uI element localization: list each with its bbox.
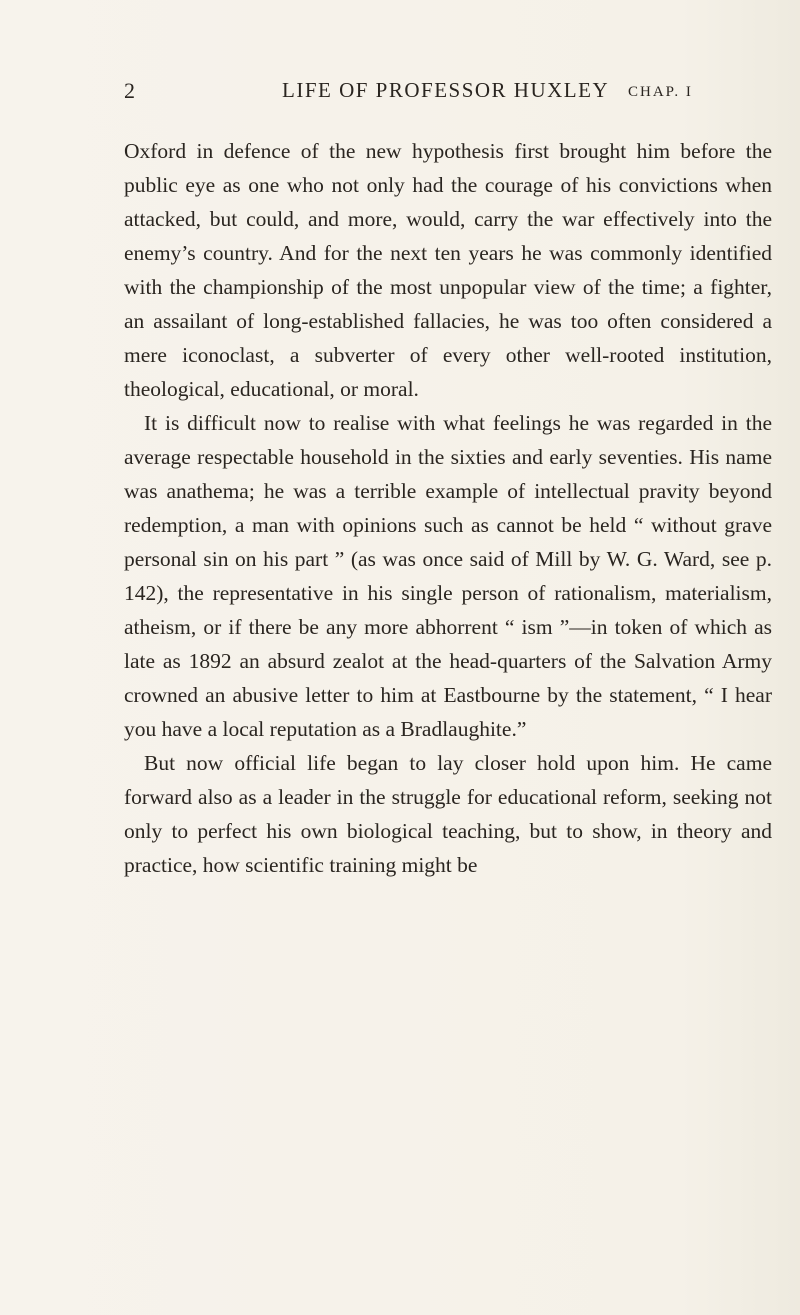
body-text <box>124 134 772 882</box>
page-header <box>0 78 800 108</box>
paragraph-2: It is difficult now to realise with what feelings he was regarded in the average respectable household in the sixties and early seventies. His name was anathema; he was a terrible example of intellectual pravity beyond redemption, a man with opinions such as cannot be held “ without grave personal sin on his part ” (as was once said of Mill by W. G. Ward, see p. 142), the representative in his single person of rationalism, materialism, atheism, or if there be any more abhorrent “ ism ”—in token of which as late as 1892 an absurd zealot at the head-quarters of the Salvation Army crowned an abusive letter to him at Eastbourne by the statement, “ I hear you have a local reputation as a Bradlaughite.” <box>124 411 772 741</box>
paragraph-1: Oxford in defence of the new hypothesis first brought him before the public eye as one who not only had the courage of his convictions when attacked, but could, and more, would, carry the war effectively into the enemy’s country. And for the next ten years he was commonly identified with the championship of the most unpopular view of the time; a fighter, an assailant of long-established fallacies, he was too often considered a mere iconoclast, a subverter of every other well-rooted institution, theological, educational, or moral. <box>124 139 772 401</box>
page-number: 2 <box>124 78 136 103</box>
paragraph-3: But now official life began to lay closer hold upon him. He came forward also as a leader in the struggle for educational reform, seeking not only to perfect his own biological teaching, but to show, in theory and practice, how scientific training might be <box>124 751 772 877</box>
running-title: LIFE OF PROFESSOR HUXLEY <box>282 78 610 102</box>
chapter-label: CHAP. I <box>628 84 693 100</box>
